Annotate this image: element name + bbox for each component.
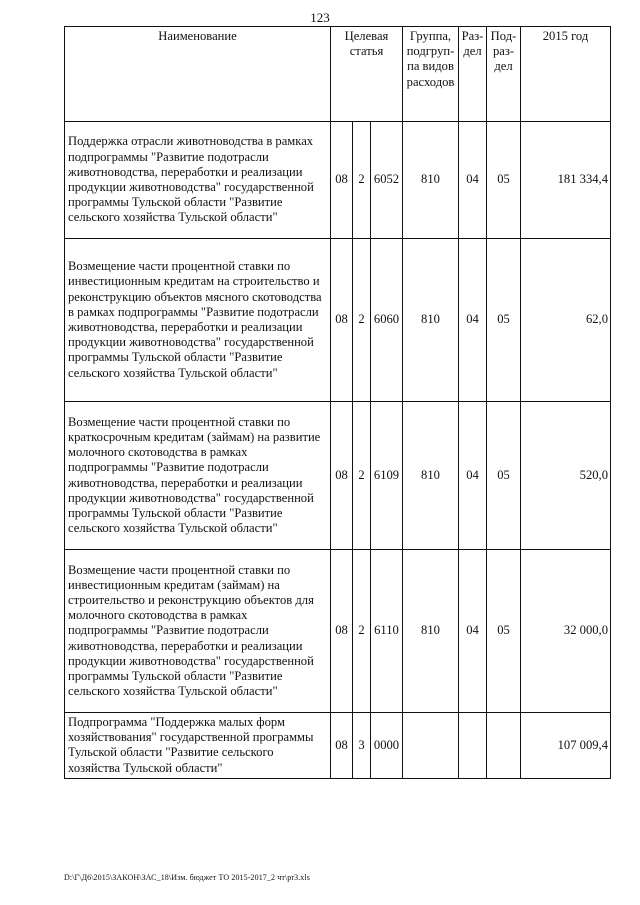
- target-subprogram-code: 3: [353, 713, 371, 779]
- expense-group-code: 810: [403, 122, 459, 239]
- header-expense-group: Группа, подгруп-па видов расходов: [403, 27, 459, 122]
- target-program-code: 08: [331, 713, 353, 779]
- amount-2015: 62,0: [521, 239, 611, 402]
- target-subprogram-code: 2: [353, 402, 371, 550]
- table-row: [65, 402, 611, 550]
- expense-group-code: 810: [403, 239, 459, 402]
- table-row: [65, 122, 611, 239]
- row-name: Возмещение части процентной ставки по инвестиционным кредитам на строительство и реконструкцию объектов мясного скотоводства в рамках подпрограммы "Развитие подотрасли животноводства, переработки и реализации продукции животноводства" государственной программы Тульской области "Развитие сельского хозяйства Тульской области": [65, 239, 331, 402]
- section-code: 04: [459, 402, 487, 550]
- section-code: [459, 713, 487, 779]
- target-subprogram-code: 2: [353, 239, 371, 402]
- table-row: [65, 550, 611, 713]
- budget-table: [64, 26, 611, 779]
- subsection-code: 05: [487, 122, 521, 239]
- header-section: Раз-дел: [459, 27, 487, 122]
- target-program-code: 08: [331, 402, 353, 550]
- amount-2015: 32 000,0: [521, 550, 611, 713]
- target-direction-code: 6110: [371, 550, 403, 713]
- target-subprogram-code: 2: [353, 122, 371, 239]
- subsection-code: 05: [487, 239, 521, 402]
- page-number: 123: [310, 10, 330, 25]
- header-name: Наименование: [65, 27, 331, 122]
- target-subprogram-code: 2: [353, 550, 371, 713]
- header-target-article: Целевая статья: [331, 27, 403, 122]
- expense-group-code: 810: [403, 550, 459, 713]
- subsection-code: 05: [487, 550, 521, 713]
- section-code: 04: [459, 122, 487, 239]
- target-program-code: 08: [331, 239, 353, 402]
- amount-2015: 107 009,4: [521, 713, 611, 779]
- footer-file-path: D:\Г\Д6\2015\ЗАКОН\ЗАС_18\Изм. бюджет ТО 2015-2017_2 чт\pr3.xls: [64, 873, 310, 882]
- target-program-code: 08: [331, 122, 353, 239]
- target-direction-code: 6060: [371, 239, 403, 402]
- table-header-row: [65, 27, 611, 122]
- row-name: Возмещение части процентной ставки по инвестиционным кредитам (займам) на строительство и реконструкцию объектов для молочного скотоводства в рамках подпрограммы "Развитие подотрасли животноводства, переработки и реализации продукции животноводства" государственной программы Тульской области "Развитие сельского хозяйства Тульской области": [65, 550, 331, 713]
- amount-2015: 520,0: [521, 402, 611, 550]
- row-name: Поддержка отрасли животноводства в рамках подпрограммы "Развитие подотрасли животноводства, переработки и реализации продукции животноводства" государственной программы Тульской области "Развитие сельского хозяйства Тульской области": [65, 122, 331, 239]
- row-name: Подпрограмма "Поддержка малых форм хозяйствования" государственной программы Тульской области "Развитие сельского хозяйства Тульской области": [65, 713, 331, 779]
- amount-2015: 181 334,4: [521, 122, 611, 239]
- target-program-code: 08: [331, 550, 353, 713]
- target-direction-code: 6109: [371, 402, 403, 550]
- header-year-2015: 2015 год: [521, 27, 611, 122]
- target-direction-code: 0000: [371, 713, 403, 779]
- expense-group-code: 810: [403, 402, 459, 550]
- table-row: [65, 713, 611, 779]
- header-subsection: Под-раз-дел: [487, 27, 521, 122]
- table-row: [65, 239, 611, 402]
- row-name: Возмещение части процентной ставки по краткосрочным кредитам (займам) на развитие молочного скотоводства в рамках подпрограммы "Развитие подотрасли животноводства, переработки и реализации продукции животноводства" государственной программы Тульской области "Развитие сельского хозяйства Тульской области": [65, 402, 331, 550]
- subsection-code: 05: [487, 402, 521, 550]
- target-direction-code: 6052: [371, 122, 403, 239]
- subsection-code: [487, 713, 521, 779]
- section-code: 04: [459, 239, 487, 402]
- section-code: 04: [459, 550, 487, 713]
- expense-group-code: [403, 713, 459, 779]
